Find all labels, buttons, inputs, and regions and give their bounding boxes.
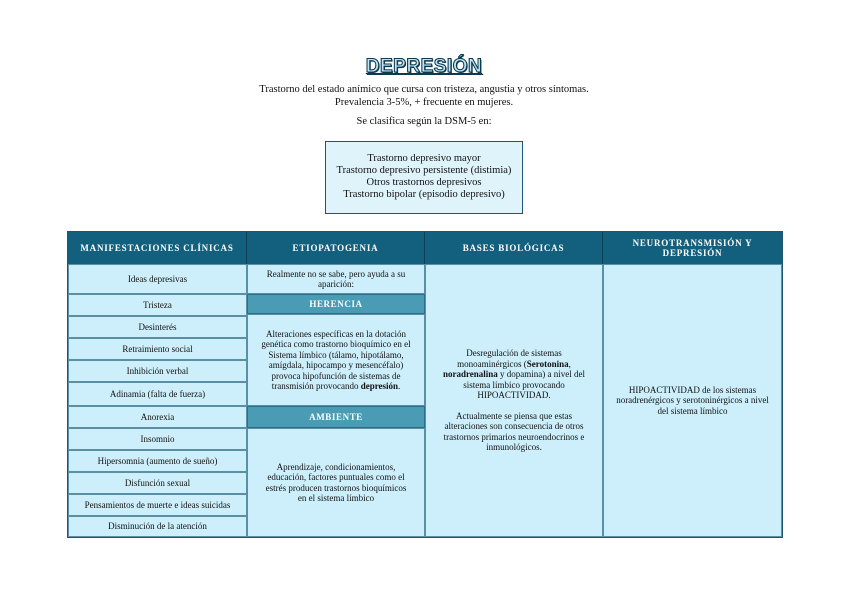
header-manifestaciones: MANIFESTACIONES CLÍNICAS xyxy=(68,232,247,264)
herencia-text-main: Alteraciones específicas en la dotación genética como trastorno bioquímico en el Sistema límbico (tálamo, hipotálamo, amígdala, hipocampo y mesencéfalo) provoca hipofunción de sistemas de transmisión provocando xyxy=(261,328,411,391)
intro-text xyxy=(0,84,848,109)
manifestacion-item: Hipersomnia (aumento de sueño) xyxy=(68,450,247,472)
classification-box xyxy=(325,141,523,214)
ambiente-text: Aprendizaje, condicionamientos, educación, factores puntuales como el estrés producen trastornos bioquímicos en el sistema límbico xyxy=(247,428,425,537)
manifestacion-item: Tristeza xyxy=(68,294,247,316)
header-neurotransmision: NEUROTRANSMISIÓN Y DEPRESIÓN xyxy=(603,232,782,264)
manifestacion-item: Ideas depresivas xyxy=(68,264,247,294)
ambiente-label: AMBIENTE xyxy=(247,406,425,428)
bases-text-a: Desregulación de sistemas monoaminérgicos ( xyxy=(457,348,562,369)
bases-text-b: , xyxy=(568,358,571,369)
bases-noradrenalina: noradrenalina xyxy=(442,369,498,380)
header-etiopatogenia: ETIOPATOGENIA xyxy=(247,232,425,264)
classification-label: Se clasifica según la DSM-5 en: xyxy=(356,116,492,127)
manifestacion-item: Inhibición verbal xyxy=(68,360,247,382)
classification-item: Trastorno bipolar (episodio depresivo) xyxy=(343,189,505,200)
manifestacion-item: Disminución de la atención xyxy=(68,516,247,537)
manifestacion-item: Insomnio xyxy=(68,428,247,450)
intro-definition: Trastorno del estado anímico que cursa con tristeza, angustia y otros síntomas. xyxy=(259,84,589,95)
bases-text-c: y dopamina) a nivel del sistema límbico provocando HIPOACTIVIDAD. xyxy=(463,369,586,401)
summary-table xyxy=(67,231,783,538)
manifestacion-item: Pensamientos de muerte e ideas suicidas xyxy=(68,494,247,516)
bases-serotonina: Serotonina xyxy=(526,358,569,369)
manifestacion-item: Adinamia (falta de fuerza) xyxy=(68,382,247,406)
herencia-text-bold: depresión xyxy=(360,381,399,391)
bases-text-p2: Actualmente se piensa que estas alteraciones son consecuencia de otros trastornos primarios neuroendocrinos e inmunológicos. xyxy=(443,410,585,453)
manifestacion-item: Retraimiento social xyxy=(68,338,247,360)
page-title: DEPRESIÓN xyxy=(365,56,483,77)
manifestacion-item: Disfunción sexual xyxy=(68,472,247,494)
neurotransmision-text: HIPOACTIVIDAD de los sistemas noradrenérgicos y serotoninérgicos a nivel del sistema límbico xyxy=(603,264,782,537)
herencia-text-end: . xyxy=(398,381,401,391)
bases-biologicas-text xyxy=(425,264,603,537)
intro-prevalence: Prevalencia 3-5%, + frecuente en mujeres. xyxy=(334,96,514,108)
classification-item: Trastorno depresivo mayor xyxy=(367,153,481,164)
etiopatogenia-intro: Realmente no se sabe, pero ayuda a su aparición: xyxy=(247,264,425,294)
classification-item: Otros trastornos depresivos xyxy=(366,177,482,188)
manifestacion-item: Desinterés xyxy=(68,316,247,338)
herencia-label: HERENCIA xyxy=(247,294,425,314)
header-bases-biologicas: BASES BIOLÓGICAS xyxy=(425,232,603,264)
classification-item: Trastorno depresivo persistente (distimia) xyxy=(336,165,512,176)
manifestacion-item: Anorexia xyxy=(68,406,247,428)
herencia-text xyxy=(247,314,425,406)
